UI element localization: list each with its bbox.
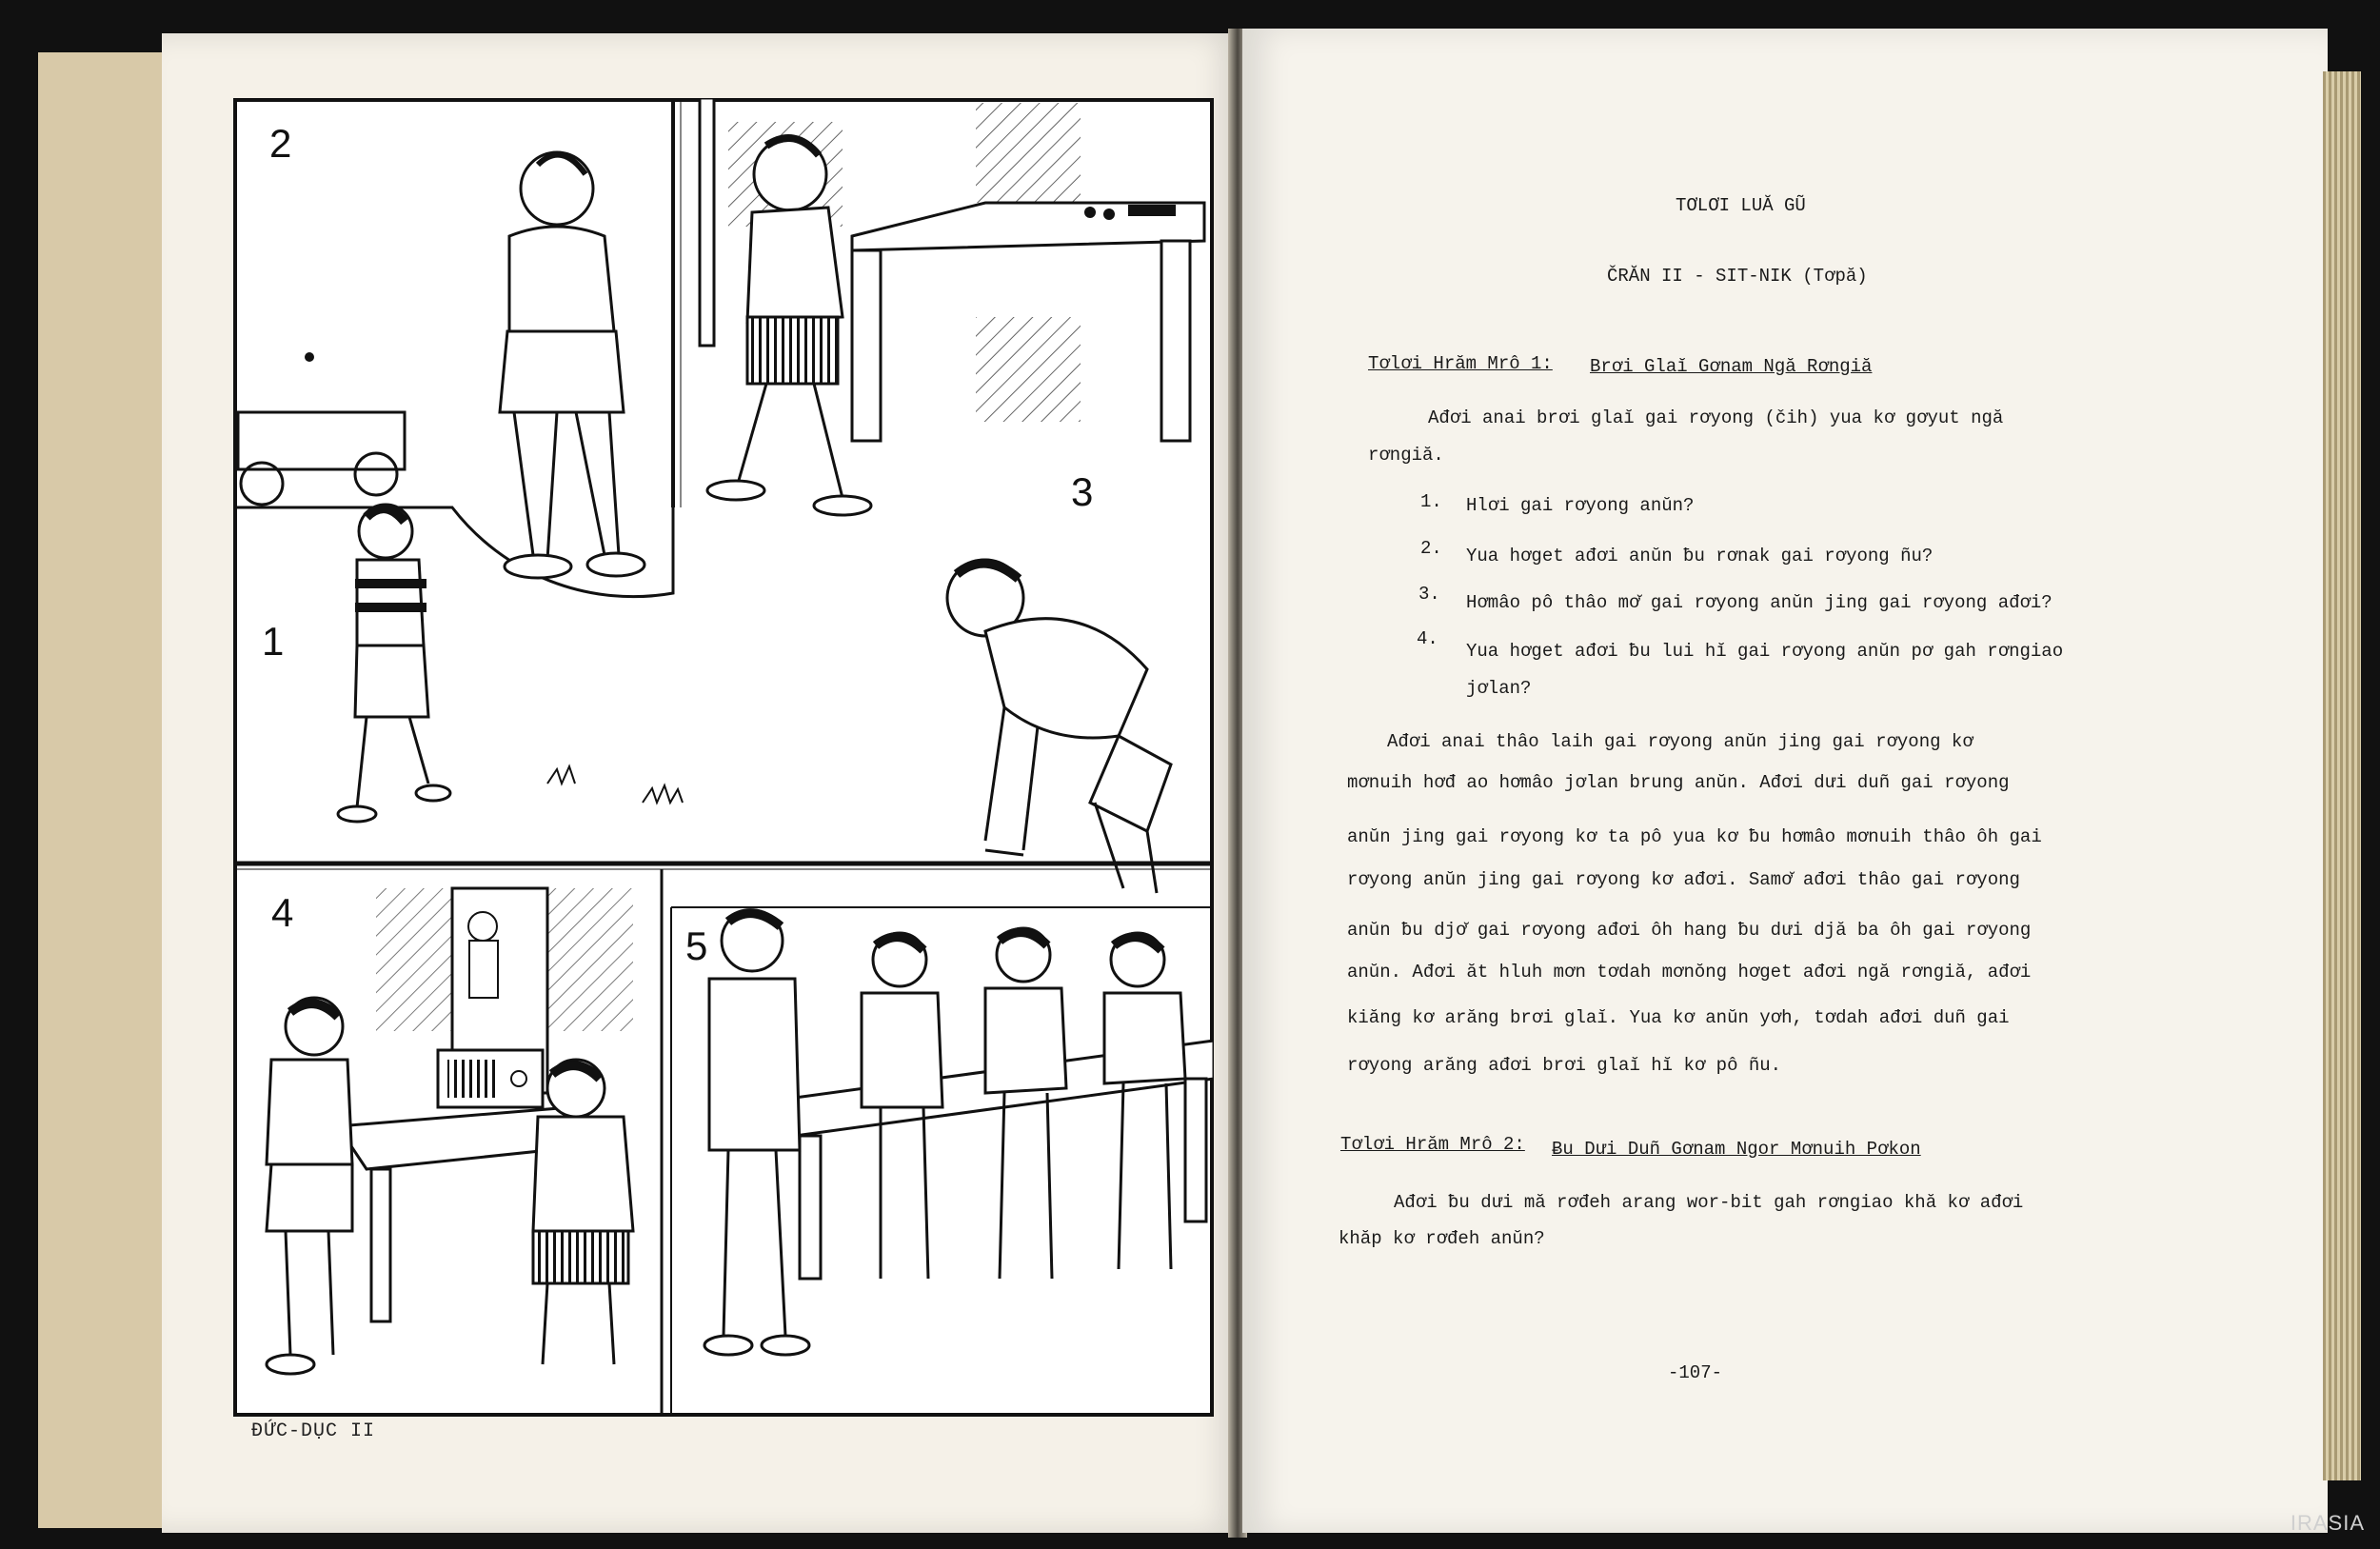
section2-title: Ƀu Dưi Duñ Gơnam Ngor Mơnuih Pơkon [1552,1139,1921,1160]
paragraph-line-8: rơyong arăng ađơi brơi glaĭ hĭ kơ pô ñu. [1347,1055,1782,1076]
panel-number-4: 4 [271,890,294,935]
question-number-4: 4. [1417,628,1438,649]
section1-label: Tơlơi Hrăm Mrô 1: [1368,353,1553,374]
paragraph-line-4: rơyong anŭn jing gai rơyong kơ ađơi. Samơ̆ ađơi thâo gai rơyong [1347,869,2020,890]
panel-number-5: 5 [685,923,708,968]
question-number-3: 3. [1418,584,1440,605]
right-page-edge [2323,71,2361,1480]
watermark: IRASIA [2290,1511,2365,1535]
paragraph-line-7: kiăng kơ arăng brơi glaĭ. Yua kơ anŭn yơh, tơdah ađơi duñ gai [1347,1007,2010,1028]
page-subheader: ČRĂN II - SIT-NIK (Tơpă) [1607,266,1868,287]
paragraph-line-1: Ađơi anai thâo laih gai rơyong anŭn jing gai rơyong kơ [1387,731,1973,752]
intro-line-1: Ađơi anai brơi glaĭ gai rơyong (čih) yua kơ gơyut ngă [1428,407,2004,428]
question-3: Hơmâo pô thâo mơ̆ gai rơyong anŭn jing gai rơyong ađơi? [1466,592,2053,613]
panel-number-1: 1 [262,619,285,664]
question-1: Hlơi gai rơyong anŭn? [1466,495,1695,516]
panel-number-3: 3 [1071,469,1094,514]
comic-illustration [233,98,1214,1417]
question-4-line-1: Yua hơget ađơi ƀu lui hĭ gai rơyong anŭn pơ gah rơngiao [1466,641,2064,662]
page-number: -107- [1668,1362,1723,1383]
question-4-line-2: jơlan? [1466,678,1532,699]
section1-title: Brơi Glaĭ Gơnam Ngă Rơngiă [1590,356,1873,377]
page-header: TƠLƠI LUĂ GŨ [1676,195,1806,216]
question-number-2: 2. [1420,538,1442,559]
intro-line-2: rơngiă. [1368,445,1444,466]
panel-number-2: 2 [269,121,292,166]
paragraph-line-6: anŭn. Ađơi ăt hluh mơn tơdah mơnŏng hơget ađơi ngă rơngiă, ađơi [1347,962,2032,983]
section2-line-1: Ađơi ƀu dưi mă rơđeh arang wor-bit gah rơngiao khă kơ ađơi [1394,1192,2024,1213]
left-page-footer: ĐỨC-DỤC II [251,1420,376,1442]
paragraph-line-5: anŭn ƀu djơ̆ gai rơyong ađơi ôh hang ƀu dưi djă ba ôh gai rơyong [1347,920,2032,941]
paragraph-line-3: anŭn jing gai rơyong kơ ta pô yua kơ ƀu hơmâo mơnuih thâo ôh gai [1347,826,2042,847]
section2-label: Tơlơi Hrăm Mrô 2: [1340,1134,1525,1155]
section2-line-2: khăp kơ rơđeh anŭn? [1339,1228,1545,1249]
paragraph-line-2: mơnuih hơđ ao hơmâo jơlan brung anŭn. Ađơi dưi duñ gai rơyong [1347,772,2010,793]
question-number-1: 1. [1420,491,1442,512]
question-2: Yua hơget ađơi anŭn ƀu rơnak gai rơyong ñu? [1466,546,1934,566]
